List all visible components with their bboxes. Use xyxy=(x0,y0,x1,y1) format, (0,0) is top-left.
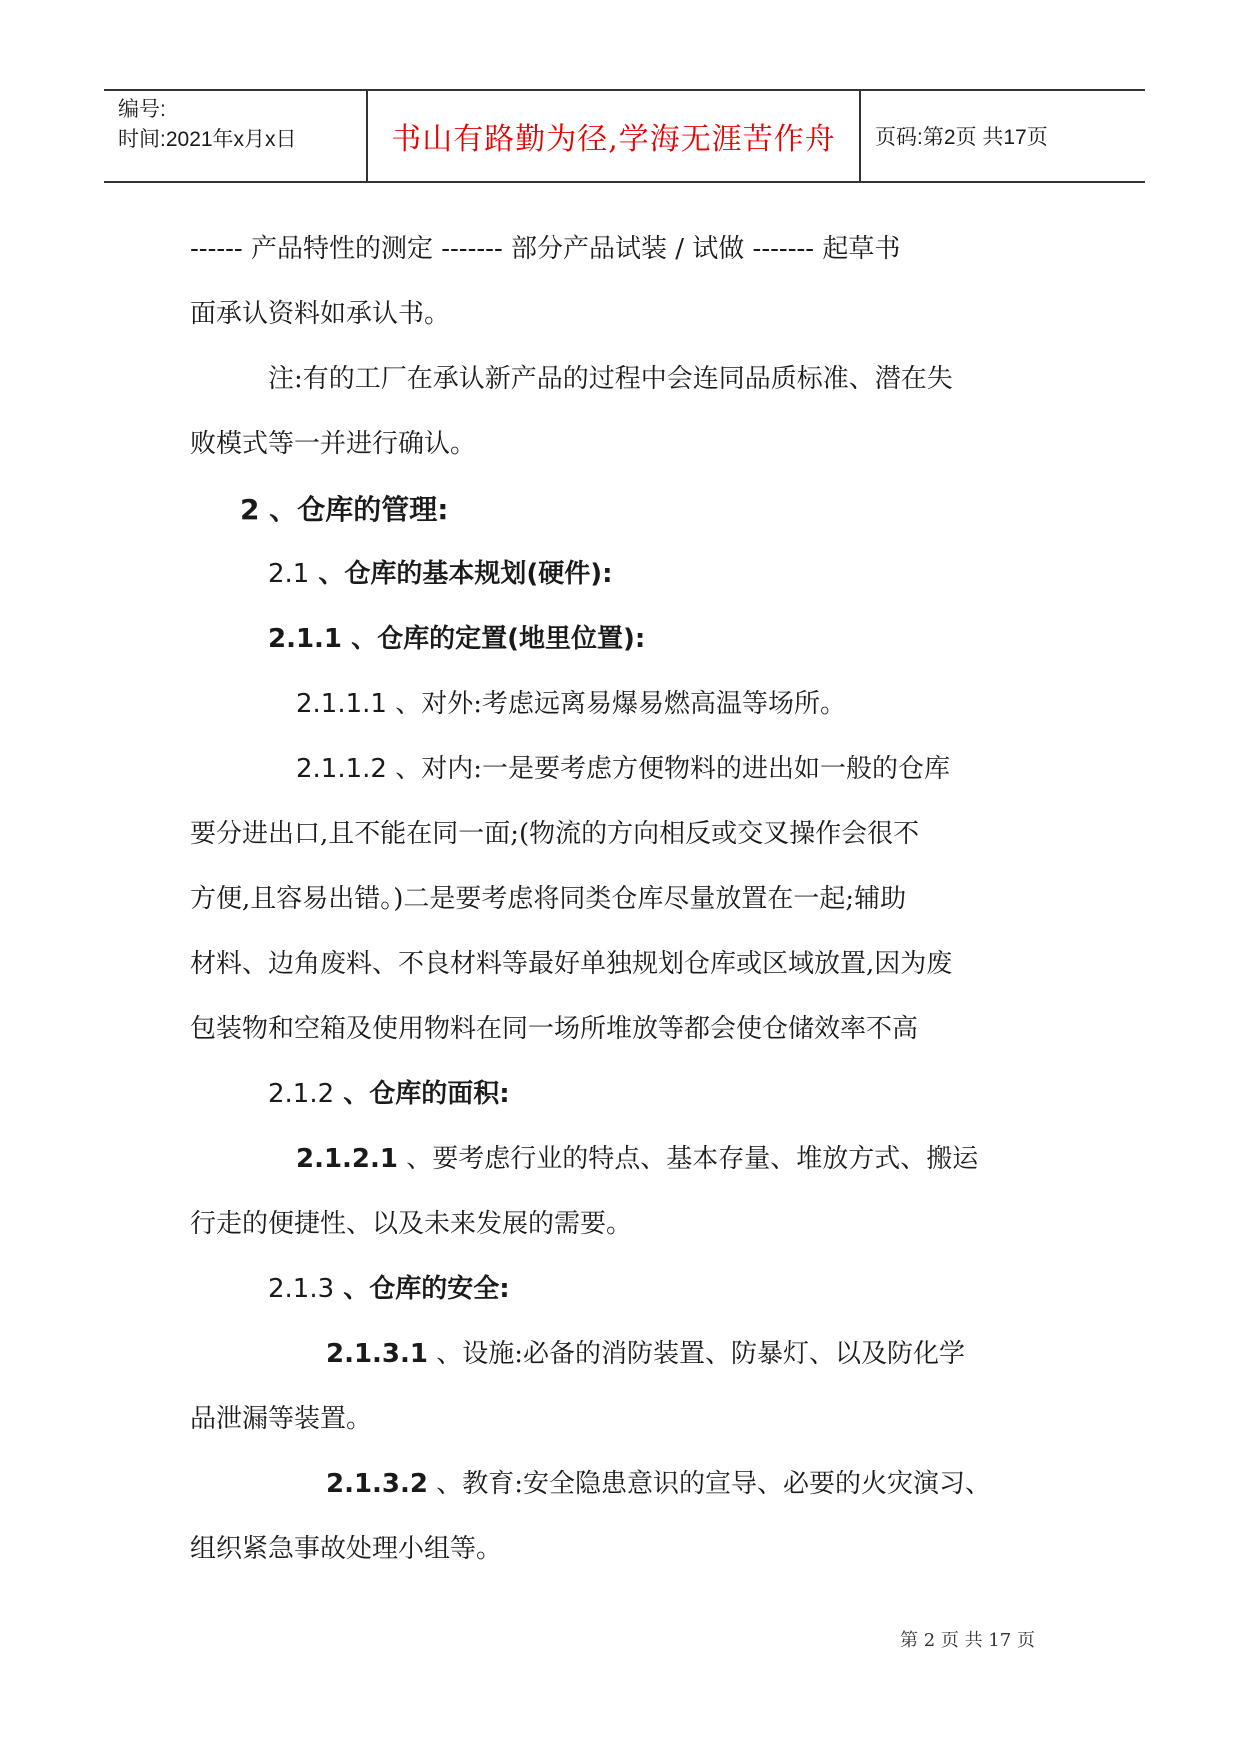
motto-text: 书山有路勤为径,学海无涯苦作舟 xyxy=(391,122,836,157)
section-heading: 2 、仓库的管理: xyxy=(240,493,449,526)
paragraph-line: 行走的便捷性、以及未来发展的需要。 xyxy=(190,1209,633,1239)
subsection-heading: 2.1 、仓库的基本规划(硬件): xyxy=(268,559,613,589)
time-label: 时间:2021年x月x日 xyxy=(118,128,297,151)
subsection-heading: 2.1.2 、仓库的面积: xyxy=(268,1079,510,1109)
page-info: 页码:第2页 共17页 xyxy=(875,126,1048,149)
text-line: 面承认资料如承认书。 xyxy=(190,299,451,329)
page-footer: 第 2 页 共 17 页 xyxy=(900,1630,1035,1651)
document-header xyxy=(104,89,1145,183)
header-page-cell xyxy=(861,91,1145,181)
paragraph-line: 2.1.3.2 、教育:安全隐患意识的宣导、必要的火灾演习、 xyxy=(326,1469,992,1499)
paragraph-line: 组织紧急事故处理小组等。 xyxy=(190,1534,503,1564)
paragraph-line: 2.1.3.1 、设施:必备的消防装置、防暴灯、以及防化学 xyxy=(326,1339,966,1369)
paragraph-line: 2.1.2.1 、要考虑行业的特点、基本存量、堆放方式、搬运 xyxy=(296,1144,979,1174)
paragraph-line: 品泄漏等装置。 xyxy=(190,1404,373,1434)
subsection-heading: 2.1.3 、仓库的安全: xyxy=(268,1274,510,1304)
text-line: ------ 产品特性的测定 ------- 部分产品试装 / 试做 ------- 起草书 xyxy=(190,234,901,264)
note-line: 注:有的工厂在承认新产品的过程中会连同品质标准、潜在失 xyxy=(268,364,953,394)
header-motto-cell xyxy=(368,91,861,181)
paragraph-line: 方便,且容易出错。)二是要考虑将同类仓库尽量放置在一起;辅助 xyxy=(190,884,907,914)
subsection-heading: 2.1.1 、仓库的定置(地里位置): xyxy=(268,624,646,654)
paragraph-line: 包装物和空箱及使用物料在同一场所堆放等都会使仓储效率不高 xyxy=(190,1014,919,1044)
header-meta-cell xyxy=(104,91,368,181)
paragraph-line: 2.1.1.1 、对外:考虑远离易爆易燃高温等场所。 xyxy=(296,689,846,719)
paragraph-line: 材料、边角废料、不良材料等最好单独规划仓库或区域放置,因为废 xyxy=(190,949,953,979)
number-label: 编号: xyxy=(118,98,166,121)
note-line: 败模式等一并进行确认。 xyxy=(190,429,477,459)
paragraph-line: 要分进出口,且不能在同一面;(物流的方向相反或交叉操作会很不 xyxy=(190,819,920,849)
paragraph-line: 2.1.1.2 、对内:一是要考虑方便物料的进出如一般的仓库 xyxy=(296,754,950,784)
